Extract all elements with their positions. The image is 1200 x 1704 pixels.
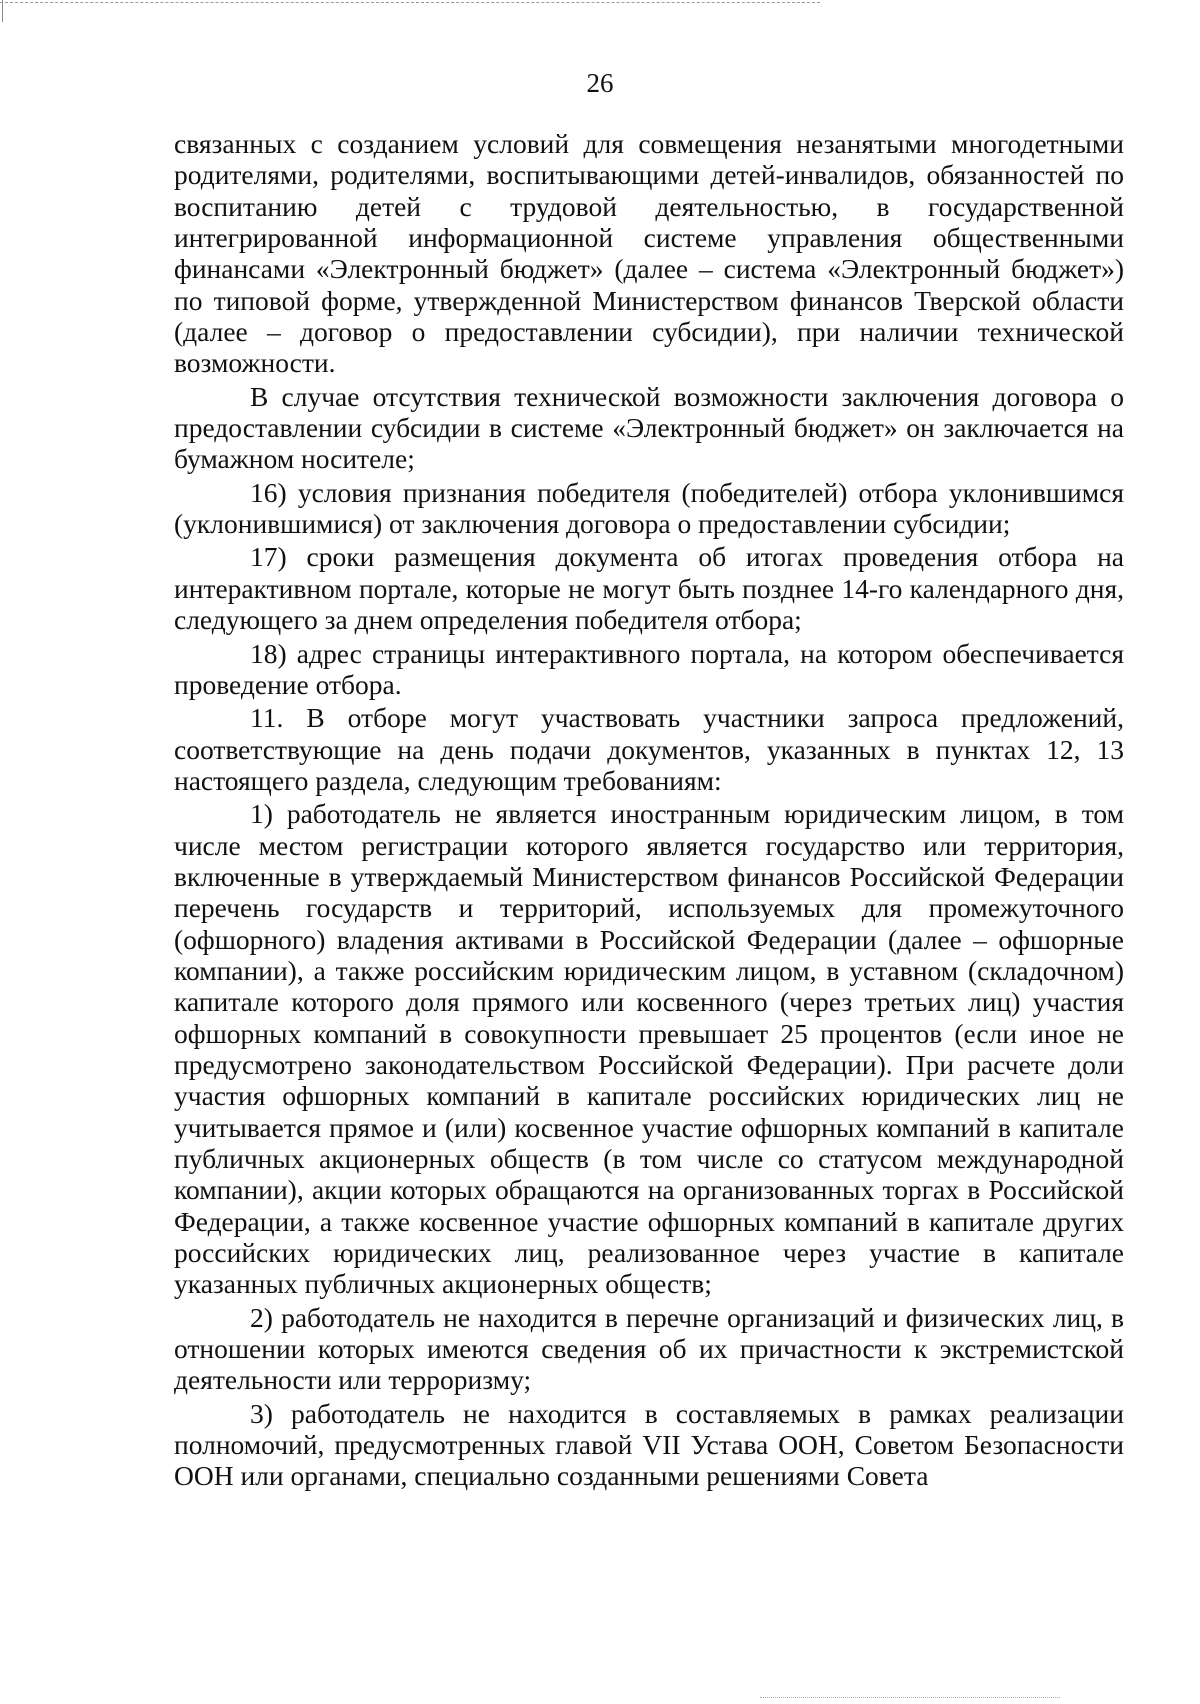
scan-edge-line [760,1697,1060,1698]
paragraph: 16) условия признания победителя (победителей) отбора уклонившимся (уклонившимися) от заключения договора о предоставлении субсидии; [174,476,1124,540]
scan-edge-line [0,2,820,3]
paragraph: связанных с созданием условий для совмещения незанятыми многодетными родителями, родителями, воспитывающими детей-инвалидов, обязанностей по воспитанию детей с трудовой деятельностью, в государственной интегрированной информационной системе управления общественными финансами «Электронный бюджет» (далее – система «Электронный бюджет») по типовой форме, утвержденной Министерством финансов Тверской области (далее – договор о предоставлении субсидии), при наличии технической возможности. [174,128,1124,379]
paragraph: 18) адрес страницы интерактивного портала, на котором обеспечивается проведение отбора. [174,637,1124,700]
document-body [174,128,1124,1492]
scan-edge-mark [2,0,3,22]
paragraph: 11. В отборе могут участвовать участники запроса предложений, соответствующие на день подачи документов, указанных в пунктах 12, 13 настоящего раздела, следующим требованиям: [174,702,1124,796]
paragraph: 1) работодатель не является иностранным юридическим лицом, в том числе местом регистрации которого является государство или территория, включенные в утверждаемый Министерством финансов Российской Федерации перечень государств и территорий, используемых для промежуточного (офшорного) владения активами в Российской Федерации (далее – офшорные компании), а также российским юридическим лицом, в уставном (складочном) капитале которого доля прямого или косвенного (через третьих лиц) участия офшорных компаний в совокупности превышает 25 процентов (если иное не предусмотрено законодательством Российской Федерации). При расчете доли участия офшорных компаний в капитале российских юридических лиц не учитывается прямое и (или) косвенное участие офшорных компаний в капитале публичных акционерных обществ (в том числе со статусом международной компании), акции которых обращаются на организованных торгах в Российской Федерации, а также косвенное участие офшорных компаний в капитале других российских юридических лиц, реализованное через участие в капитале указанных публичных акционерных обществ; [174,798,1124,1300]
paragraph: 2) работодатель не находится в перечне организаций и физических лиц, в отношении которых имеются сведения об их причастности к экстремистской деятельности или терроризму; [174,1301,1124,1396]
page-number: 26 [586,68,614,98]
paragraph: 3) работодатель не находится в составляемых в рамках реализации полномочий, предусмотренных главой VII Устава ООН, Советом Безопасности ООН или органами, специально созданными решениями Совета [174,1397,1124,1492]
paragraph: В случае отсутствия технической возможности заключения договора о предоставлении субсидии в системе «Электронный бюджет» он заключается на бумажном носителе; [174,380,1124,475]
paragraph: 17) сроки размещения документа об итогах проведения отбора на интерактивном портале, которые не могут быть позднее 14-го календарного дня, следующего за днем определения победителя отбора; [174,541,1124,636]
